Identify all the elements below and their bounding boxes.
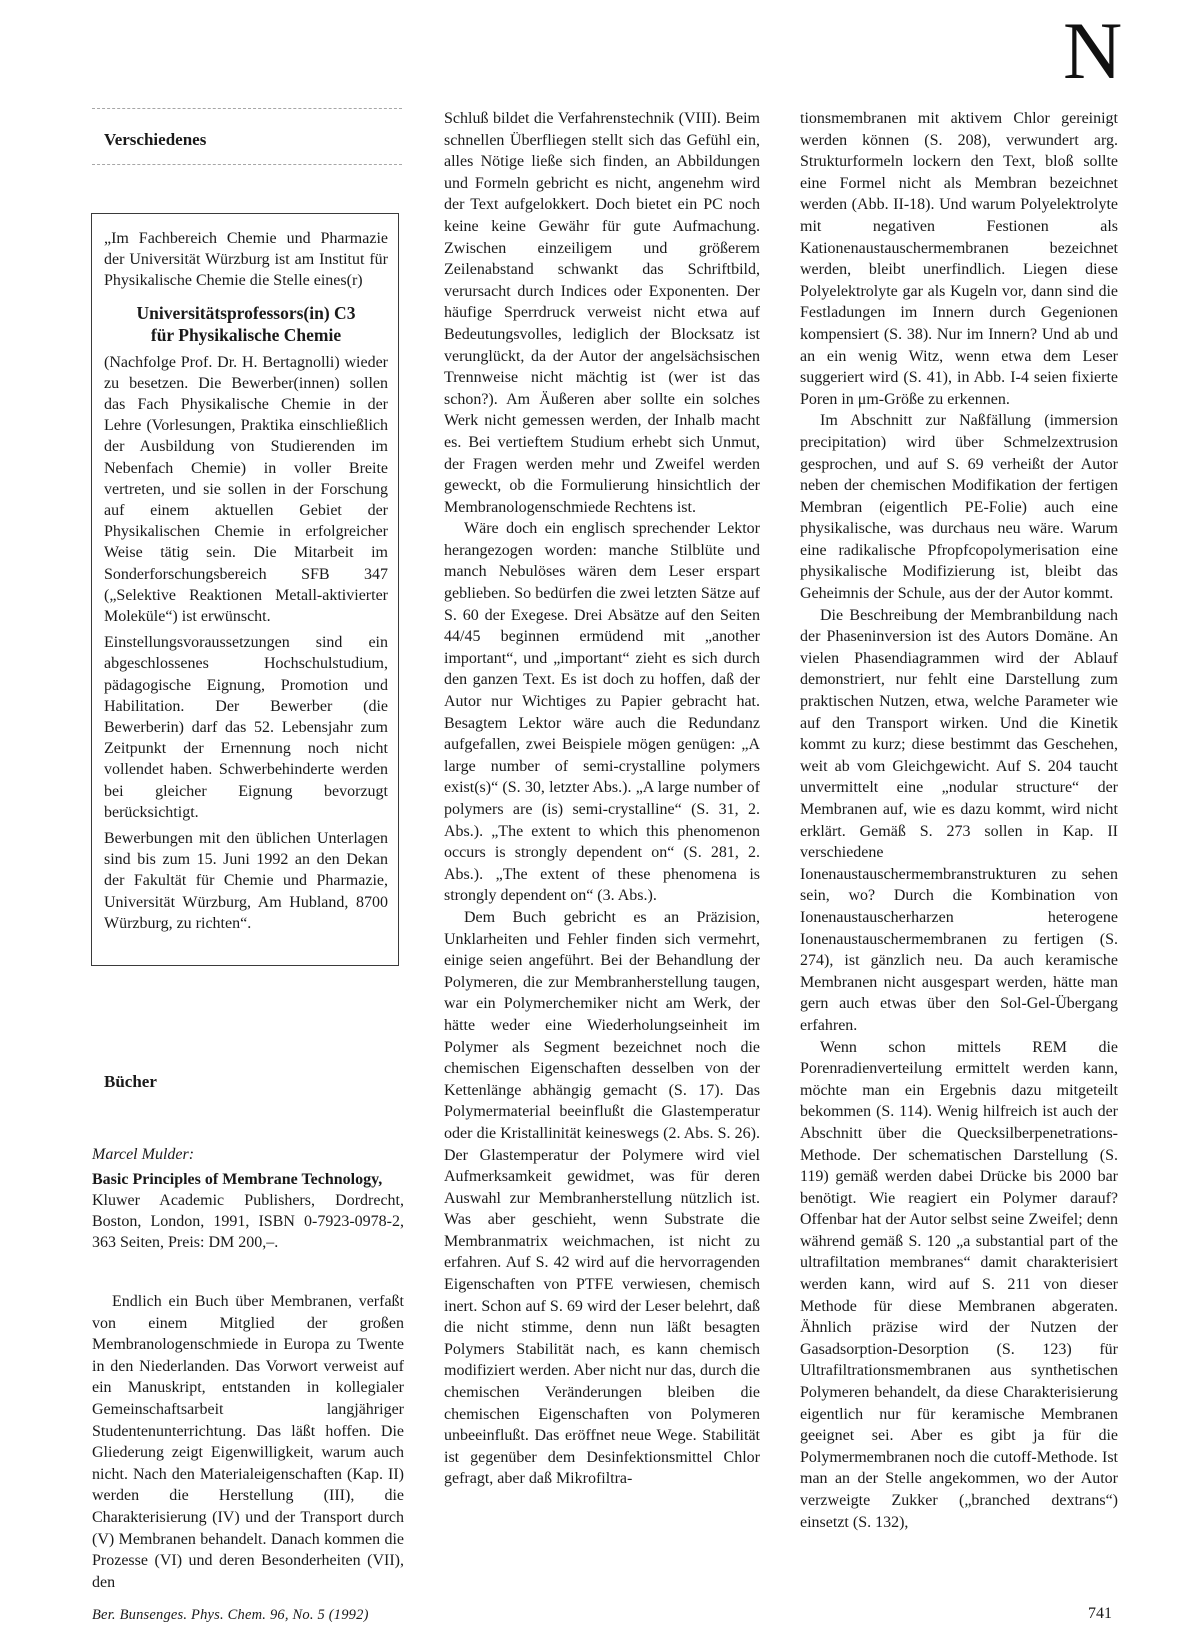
footer-page-number: 741 bbox=[1088, 1605, 1112, 1622]
ad-application: Bewerbungen mit den üblichen Unterlagen sind bis zum 15. Juni 1992 an den Dekan der Fakultät für Chemie und Pharmazie, Universität Würzburg, Am Hubland, 8700 Würzburg, zu richten“. bbox=[104, 830, 388, 932]
review-paragraph: Schluß bildet die Verfahrenstechnik (VIII). Beim schnellen Überfliegen stellt sich das Gefühl ein, alles Nötige ließe sich finden, an Abbildungen und Formeln gebricht es nicht, angenehm wird der Text aufgelokkert. Doch bietet ein PC noch keine keine Gewähr für gute Aufmachung. Zwischen einzeiligem und größerem Zeilenabstand schwankt das Schriftbild, verursacht durch Indices oder Exponenten. Der häufige Sperrdruck verweist nicht etwa auf Bedeutungsvolles, lediglich der Blocksatz ist verunglückt, da der Autor der angelsächsischen Trennweise nicht mächtig ist (wer ist das schon?). Am Äußeren aber sollte ein solches Werk nicht gemessen werden, der Inhalb macht es. Bei vertieftem Studium erhebt sich Unmut, der Fragen werden mehr und Zweifel werden geweckt, ob die Formulierung hinsichtlich der Membranologenschmiede Rechtens ist. bbox=[444, 110, 760, 516]
review-column-2 bbox=[444, 108, 760, 1490]
ad-position-title bbox=[104, 302, 388, 346]
ad-title-line-2: für Physikalische Chemie bbox=[150, 324, 342, 345]
review-paragraph: Endlich ein Buch über Membranen, verfaßt von einem Mitglied der großen Membranologenschmiede in Europa zu Twente in den Niederlanden. Das Vorwort verweist auf ein Manuskript, entstanden in kollegialer Gemeinschaftsarbeit langjähriger Studentenunterrichtung. Das läßt hoffen. Die Gliederung zeigt Eigenwilligkeit, warum auch nicht. Nach den Materialeigenschaften (Kap. II) werden die Herstellung (III), die Charakterisierung (IV) und der Transport durch (V) Membranen behandelt. Danach kommen die Prozesse (VI) und deren Besonderheiten (VII), den bbox=[92, 1293, 404, 1591]
review-paragraph: Wäre doch ein englisch sprechender Lektor herangezogen worden: manche Stilblüte und manch Nebulöses wären dem Leser erspart geblieben. So bedürfen die zwei letzten Sätze auf S. 60 der Exegese. Drei Absätze auf den Seiten 44/45 beginnen ermüdend mit „another important“, und „important“ zieht es sich durch den ganzen Text. Es ist doch zu hoffen, daß der Autor nur Wichtiges zu Papier gebracht hat. Besagtem Lektor wäre auch die Redundanz aufgefallen, zwei Beispiele mögen genügen: „A large number of semi-crystalline polymers exist(s)“ (S. 30, letzter Abs.). „A large number of polymers are (is) semi-crystalline“ (S. 31, 2. Abs.). „The extent to which this phenomenon occurs is strongly dependent on“ (S. 281, 2. Abs.). „The extent of these phenomena is strongly dependent on“ (3. Abs.). bbox=[444, 520, 760, 905]
review-book-info bbox=[92, 1169, 404, 1253]
review-paragraph: Wenn schon mittels REM die Porenradienverteilung ermittelt werden kann, möchte man ein Ergebnis dazu mitgeteilt bekommen (S. 114). Wenig hilfreich ist auch der Abschnitt über die Quecksilberpenetrations-Methode. Der schematischen Darstellung (S. 119) gemäß werden dabei Drücke bis 2000 bar benötigt. Wie reagiert ein Polymer darauf? Offenbar hat der Autor selbst seine Zweifel; denn während gemäß S. 120 „a substantial part of the ultrafiltation membranes“ damit charakterisiert werden kann, wird auf S. 211 von dieser Methode für diese Membranen abgeraten. Ähnlich präzise wird der Nutzen der Gasadsorption-Desorption (S. 123) für Ultrafiltrationsmembranen aus synthetischen Polymeren behandelt, da diese Charakterisierung eigentlich nur für keramische Membranen geeignet sei. Aber es gibt ja für die Polymermembranen noch die cutoff-Methode. Ist man an der Stelle angekommen, wo der Autor verzweigte Zukker („branched dextrans“) einsetzt (S. 132), bbox=[800, 1038, 1118, 1531]
ad-requirements: Einstellungsvoraussetzungen sind ein abgeschlossenes Hochschulstudium, pädagogische Eignung, Promotion und Habilitation. Der Bewerber (die Bewerberin) darf das 52. Lebensjahr zum Zeitpunkt der Ernennung noch nicht vollendet haben. Schwerbehinderte werden bei gleicher Eignung bevorzugt berücksichtigt. bbox=[104, 634, 388, 821]
header-rule-top bbox=[92, 108, 402, 109]
footer-journal-citation: Ber. Bunsenges. Phys. Chem. 96, No. 5 (1992) bbox=[92, 1607, 369, 1623]
review-paragraph: Im Abschnitt zur Naßfällung (immersion precipitation) wird über Schmelzextrusion gesprochen, und auf S. 69 verheißt der Autor neben der chemischen Modifikation der fertigen Membran (eigentlich PE-Folie) auch eine physikalische, was durchaus neu wäre. Warum eine radikalische Pfropfcopolymerisation eine physikalische Modifizierung ist, bleibt das Geheimnis der Schule, aus der der Autor kommt. bbox=[800, 412, 1118, 603]
section-letter: N bbox=[1063, 5, 1123, 96]
ad-body: (Nachfolge Prof. Dr. H. Bertagnolli) wieder zu besetzen. Die Bewerber(innen) sollen das Fach Physikalische Chemie in der Lehre (Vorlesungen, Praktika einschließlich der Ausbildung von Studierenden im Nebenfach Chemie) in voller Breite vertreten, und sie sollen in der Forschung auf einem aktuellen Gebiet der Physikalischen Chemie in erfolgreicher Weise tätig sein. Die Mitarbeit im Sonderforschungsbereich SFB 347 („Selektive Reaktionen Metall-aktivierter Moleküle“) ist erwünscht. bbox=[104, 353, 388, 626]
header-rule-bottom bbox=[92, 164, 402, 165]
ad-title-line-1: Universitätsprofessors(in) C3 bbox=[136, 302, 356, 323]
review-paragraph: tionsmembranen mit aktivem Chlor gereinigt werden können (S. 208), verwundert arg. Strukturformeln lockern den Text, bloß sollte eine Formel nicht als Membran bezeichnet werden (Abb. II-18). Und warum Polyelektrolyte mit negativen Festionen als Kationenaustauschermembranen bezeichnet werden, bleibt unerfindlich. Liegen diese Polyelektrolyte gar als Kugeln vor, dann sind die Festladungen im Innern durch Gegenionen kompensiert (S. 38). Nur im Innern? Und ab und an ein wenig Witz, wenn etwa dem Leser suggeriert wird (S. 41), in Abb. I-4 seien fixierte Poren in μm-Größe zu erkennen. bbox=[800, 110, 1118, 408]
job-advertisement-box bbox=[91, 213, 399, 966]
review-book-title: Basic Principles of Membrane Technology, bbox=[92, 1171, 383, 1188]
ad-intro: „Im Fachbereich Chemie und Pharmazie der Universität Würzburg ist am Institut für Physikalische Chemie die Stelle eines(r) bbox=[104, 230, 388, 290]
section-heading-buecher: Bücher bbox=[104, 1072, 157, 1091]
review-book-details: Kluwer Academic Publishers, Dordrecht, Boston, London, 1991, ISBN 0-7923-0978-2, 363 Seiten, Preis: DM 200,–. bbox=[92, 1192, 404, 1251]
review-book-author: Marcel Mulder: bbox=[92, 1146, 195, 1163]
review-column-1 bbox=[92, 1291, 404, 1593]
review-paragraph: Die Beschreibung der Membranbildung nach der Phaseninversion ist des Autors Domäne. An vielen Phasendiagrammen wird der Ablauf demonstriert, nur fehlt eine Darstellung zum praktischen Nutzen, etwa, welche Parameter wie auf den Transport wirken. Und die Kinetik kommt zu kurz; diese bestimmt das Geschehen, weit ab vom Gleichgewicht. Auf S. 204 taucht unvermittelt eine „nodular structure“ der Membranen auf, wie es dazu kommt, wird nicht erklärt. Gemäß S. 273 sollen in Kap. II verschiedene Ionenaustauschermembranstrukturen zu sehen sein, wo? Durch die Kombination von Ionenaustauscherharzen heterogene Ionenaustauschermembranen zu fertigen (S. 274), ist gänzlich neu. Da auch keramische Membranen nicht ausgespart werden, hätte man gern auch etwas über den Sol-Gel-Übergang erfahren. bbox=[800, 606, 1118, 1034]
section-heading-verschiedenes: Verschiedenes bbox=[104, 130, 207, 149]
review-paragraph: Dem Buch gebricht es an Präzision, Unklarheiten und Fehler finden sich vermehrt, einige seien angeführt. Bei der Behandlung der Polymeren, die zur Membranherstellung taugen, war ein Polymerchemiker nicht am Werk, der hätte weder eine Wiederholungseinheit im Polymer als Segment bezeichnet noch die chemischen Eigenschaften desselben von der Kettenlänge abhängig gemacht (S. 17). Das Polymermaterial beeinflußt die Glastemperatur oder die Kristallinität keineswegs (2. Abs. S. 26). Der Glastemperatur der Polymere wird viel Aufmerksamkeit gewidmet, was für deren Auswahl zur Membranherstellung nützlich ist. Was aber geschieht, wenn Substrate die Membranmatrix weichmachen, ist nicht zu erfahren. Auf S. 42 wird auf die hervorragenden Eigenschaften von PTFE verwiesen, chemisch inert. Schon auf S. 69 wird der Leser belehrt, daß die nicht stimme, denn nun läßt besagten Polymers Stabilität nach, es kann chemisch modifiziert werden. Aber nicht nur das, durch die chemischen Veränderungen bleiben die chemischen Eigenschaften von Polymeren unbeeinflußt. Das eröffnet neue Wege. Stabilität ist gegenüber dem Desinfektionsmittel Chlor gefragt, aber daß Mikrofiltra- bbox=[444, 908, 760, 1488]
review-column-3 bbox=[800, 108, 1118, 1533]
